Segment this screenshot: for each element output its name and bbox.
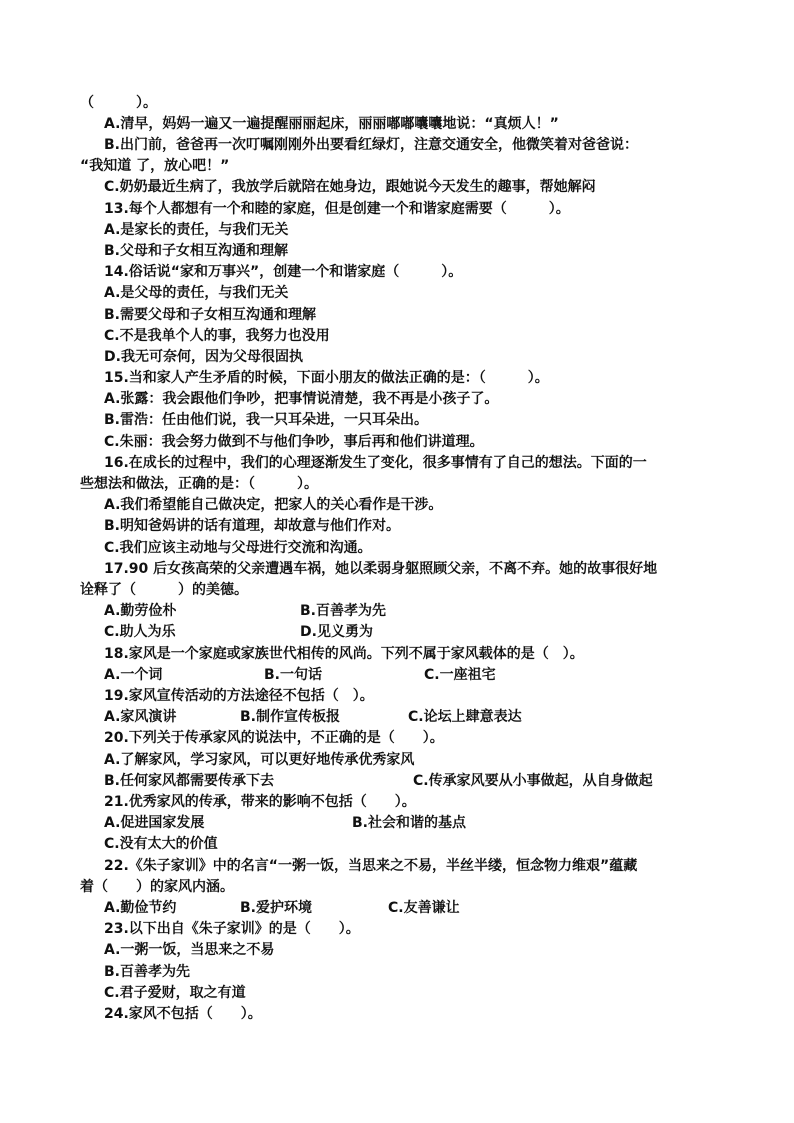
q12-option-c: C.奶奶最近生病了，我放学后就陪在她身边，跟她说今天发生的趣事，帮她解闷 xyxy=(104,179,596,195)
q15-option-c: C.朱丽：我会努力做到不与他们争吵，事后再和他们讲道理。 xyxy=(104,434,484,450)
q17-stem: 17.90 后女孩高荣的父亲遭遇车祸，她以柔弱身躯照顾父亲，不离不弃。她的故事很好地 xyxy=(104,561,658,577)
q14-option-b: B.需要父母和子女相互沟通和理解 xyxy=(104,307,316,323)
q14-option-c: C.不是我单个人的事，我努力也没用 xyxy=(104,328,330,344)
q12-option-b-cont: “我知道 了，放心吧！” xyxy=(80,158,230,174)
q16-option-a: A.我们希望能自己做决定，把家人的关心看作是干涉。 xyxy=(104,497,443,513)
q17-option-d: D.见义勇为 xyxy=(300,624,373,640)
q17-option-a: A.勤劳俭朴 xyxy=(104,603,177,619)
q13-option-a: A.是家长的责任，与我们无关 xyxy=(104,222,289,238)
q24-stem: 24.家风不包括（ ）。 xyxy=(104,1006,262,1022)
q22-option-b: B.爱护环境 xyxy=(240,900,312,916)
q12-option-a: A.清早，妈妈一遍又一遍提醒丽丽起床，丽丽嘟嘟囔囔地说：“真烦人！” xyxy=(104,116,559,132)
q15-stem: 15.当和家人产生矛盾的时候，下面小朋友的做法正确的是：（ ）。 xyxy=(104,370,549,386)
q18-option-a: A.一个词 xyxy=(104,667,163,683)
q14-stem: 14.俗话说“家和万事兴”，创建一个和谐家庭（ ）。 xyxy=(104,264,463,280)
q18-option-b: B.一句话 xyxy=(264,667,322,683)
q16-stem: 16.在成长的过程中，我们的心理逐渐发生了变化，很多事情有了自己的想法。下面的一 xyxy=(104,455,647,471)
q22-option-c: C.友善谦让 xyxy=(388,900,460,916)
q22-stem-cont: 着（ ）的家风内涵。 xyxy=(80,879,234,895)
q19-option-b: B.制作宣传板报 xyxy=(240,709,340,725)
q16-stem-cont: 些想法和做法，正确的是：（ ）。 xyxy=(80,476,318,492)
q16-option-c: C.我们应该主动地与父母进行交流和沟通。 xyxy=(104,540,372,556)
q23-option-a: A.一粥一饭，当思来之不易 xyxy=(104,942,275,958)
q21-stem: 21.优秀家风的传承，带来的影响不包括（ ）。 xyxy=(104,794,416,810)
q21-option-b: B.社会和谐的基点 xyxy=(352,815,466,831)
q20-option-a: A.了解家风，学习家风，可以更好地传承优秀家风 xyxy=(104,752,415,768)
q17-option-b: B.百善孝为先 xyxy=(300,603,386,619)
q12-option-b: B.出门前，爸爸再一次叮嘱刚刚外出要看红绿灯，注意交通安全，他微笑着对爸爸说： xyxy=(104,137,638,153)
q14-option-d: D.我无可奈何，因为父母很固执 xyxy=(104,349,303,365)
q20-option-b: B.任何家风都需要传承下去 xyxy=(104,773,274,789)
q23-option-c: C.君子爱财，取之有道 xyxy=(104,985,246,1001)
q18-option-c: C.一座祖宅 xyxy=(424,667,496,683)
q14-option-a: A.是父母的责任，与我们无关 xyxy=(104,285,289,301)
q23-stem: 23.以下出自《朱子家训》的是（ ）。 xyxy=(104,921,360,937)
q17-option-c: C.助人为乐 xyxy=(104,624,176,640)
q19-option-a: A.家风演讲 xyxy=(104,709,177,725)
q20-option-c: C.传承家风要从小事做起，从自身做起 xyxy=(413,773,653,789)
q23-option-b: B.百善孝为先 xyxy=(104,964,190,980)
q19-option-c: C.论坛上肆意表达 xyxy=(408,709,522,725)
q20-stem: 20.下列关于传承家风的说法中，不正确的是（ ）。 xyxy=(104,730,444,746)
q21-option-a: A.促进国家发展 xyxy=(104,815,205,831)
q15-option-a: A.张露：我会跟他们争吵，把事情说清楚，我不再是小孩子了。 xyxy=(104,391,499,407)
q16-option-b: B.明知爸妈讲的话有道理，却故意与他们作对。 xyxy=(104,518,400,534)
q22-stem: 22.《朱子家训》中的名言“一粥一饭，当思来之不易，半丝半缕，恒念物力维艰”蕴藏 xyxy=(104,858,638,874)
q17-stem-cont: 诠释了（ ）的美德。 xyxy=(80,582,248,598)
q12-answer-blank: （ ）。 xyxy=(80,95,157,111)
q19-stem: 19.家风宣传活动的方法途径不包括（ ）。 xyxy=(104,688,374,704)
q22-option-a: A.勤俭节约 xyxy=(104,900,177,916)
q18-stem: 18.家风是一个家庭或家族世代相传的风尚。下列不属于家风载体的是（ ）。 xyxy=(104,646,584,662)
q13-option-b: B.父母和子女相互沟通和理解 xyxy=(104,243,288,259)
q15-option-b: B.雷浩：任由他们说，我一只耳朵进，一只耳朵出。 xyxy=(104,412,428,428)
q21-option-c: C.没有太大的价值 xyxy=(104,836,218,852)
q13-stem: 13.每个人都想有一个和睦的家庭，但是创建一个和谐家庭需要（ ）。 xyxy=(104,201,570,217)
